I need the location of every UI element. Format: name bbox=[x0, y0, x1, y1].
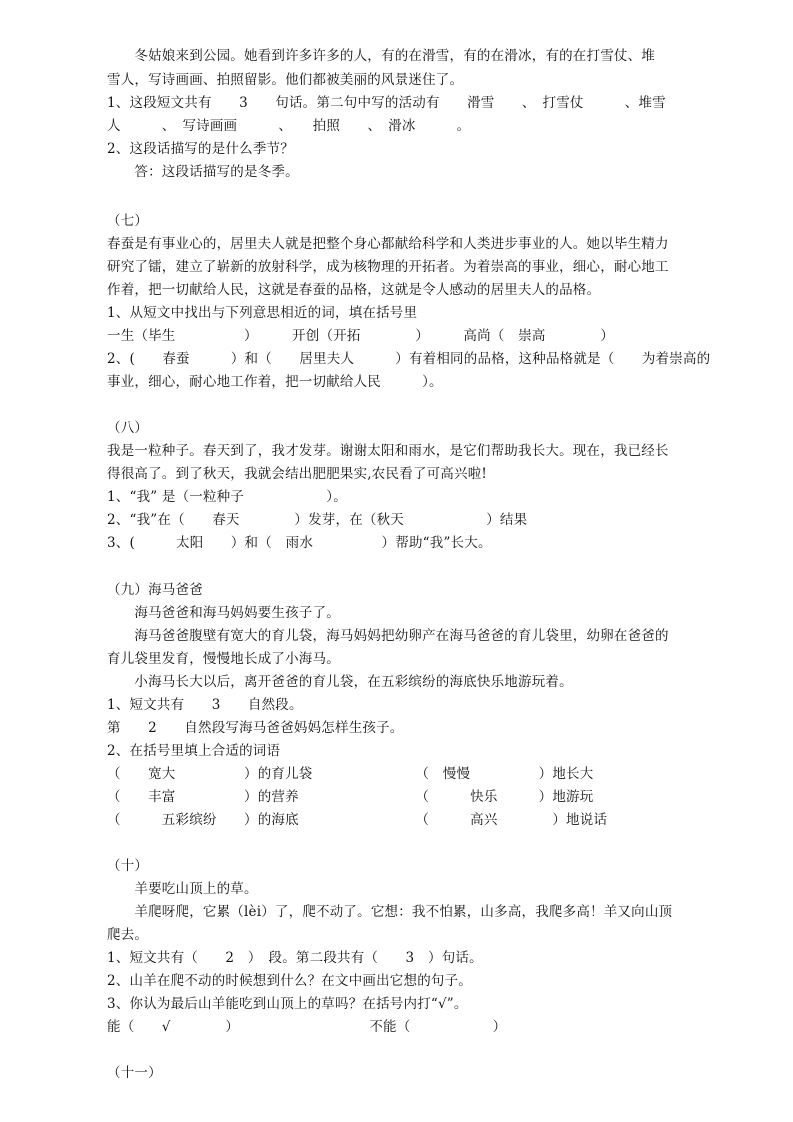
passage-line: 作着，把一切献给人民，这就是春蚕的品格，这就是令人感动的居里夫人的品格。 bbox=[107, 282, 601, 298]
question-line: 2、山羊在爬不动的时候想到什么？在文中画出它想的句子。 bbox=[107, 973, 472, 989]
answer-line: 答：这段话描写的是冬季。 bbox=[107, 164, 299, 180]
question-line: 2、( 春蚕 ）和（ 居里夫人 ）有着相同的品格，这种品格就是（ 为着崇高的 bbox=[107, 351, 711, 367]
question-line: 1、短文共有 3 自然段。 bbox=[107, 697, 303, 713]
question-line: 3、你认为最后山羊能吃到山顶上的草吗？在括号内打“√”。 bbox=[107, 996, 468, 1012]
question-line: 3、( 太阳 ）和（ 雨水 ）帮助“我”长大。 bbox=[107, 535, 492, 551]
section-heading-10: （十） bbox=[107, 858, 149, 874]
answer-line: 一生（毕生 ） 开创（开拓 ） 高尚（ 崇高 ） bbox=[107, 328, 615, 344]
answer-line: （ 宽大 ）的育儿袋 （ 慢慢 ）地长大 bbox=[107, 766, 594, 782]
passage-line: 海马爸爸和海马妈妈要生孩子了。 bbox=[107, 605, 340, 621]
passage-line: 我是一粒种子。春天到了，我才发芽。谢谢太阳和雨水，是它们帮助我长大。现在，我已经长 bbox=[107, 443, 669, 459]
passage-line: 爬去。 bbox=[107, 927, 149, 943]
passage-line: 海马爸爸腹壁有宽大的育儿袋，海马妈妈把幼卵产在海马爸爸的育儿袋里，幼卵在爸爸的 bbox=[107, 628, 669, 644]
question-line: 1、“我” 是（一粒种子 ）。 bbox=[107, 489, 347, 505]
passage-line: 春蚕是有事业心的，居里夫人就是把整个身心都献给科学和人类进步事业的人。她以毕生精力 bbox=[107, 236, 669, 252]
question-line: 事业，细心，耐心地工作着，把一切献给人民 ）。 bbox=[107, 374, 443, 390]
section-heading-9: （九）海马爸爸 bbox=[107, 582, 203, 598]
passage-line: 羊要吃山顶上的草。 bbox=[107, 881, 258, 897]
question-line: 第 2 自然段写海马爸爸妈妈怎样生孩子。 bbox=[107, 720, 404, 736]
passage-line: 育儿袋里发育，慢慢地长成了小海马。 bbox=[107, 651, 340, 667]
passage-line: 小海马长大以后，离开爸爸的育儿袋，在五彩缤纷的海底快乐地游玩着。 bbox=[107, 674, 573, 690]
question-line: 人 、 写诗画画 、 拍照 、 滑冰 。 bbox=[107, 118, 471, 134]
question-line: 1、短文共有（ 2 ） 段。第二段共有（ 3 ）句话。 bbox=[107, 950, 483, 966]
question-line: 2、在括号里填上合适的词语 bbox=[107, 743, 281, 759]
question-line: 2、这段话描写的是什么季节？ bbox=[107, 141, 294, 157]
section-heading-11: （十一） bbox=[107, 1065, 162, 1081]
question-line: 2、“我”在（ 春天 ）发芽，在（秋天 ）结果 bbox=[107, 512, 528, 528]
section-heading-8: （八） bbox=[107, 420, 149, 436]
passage-line: 得很高了。到了秋天，我就会结出肥肥果实,农民看了可高兴啦! bbox=[107, 466, 488, 482]
answer-line: （ 丰富 ）的营养 （ 快乐 ）地游玩 bbox=[107, 789, 594, 805]
passage-line: 羊爬呀爬，它累（lèi）了，爬不动了。它想：我不怕累，山多高，我爬多高！羊又向山顶 bbox=[107, 904, 673, 920]
question-line: 1、从短文中找出与下列意思相近的词，填在括号里 bbox=[107, 305, 418, 321]
question-line: 1、这段短文共有 3 句话。第二句中写的活动有 滑雪 、 打雪仗 、堆雪 bbox=[107, 95, 666, 111]
passage-line: 研究了镭，建立了崭新的放射科学，成为核物理的开拓者。为着崇高的事业，细心，耐心地工 bbox=[107, 259, 669, 275]
answer-line: 能（ √ ） 不能（ ） bbox=[107, 1019, 507, 1035]
answer-line: （ 五彩缤纷 ）的海底 （ 高兴 ）地说话 bbox=[107, 812, 608, 828]
section-heading-7: （七） bbox=[107, 213, 149, 229]
passage-winter-line-2: 雪人，写诗画画、拍照留影。他们都被美丽的风景迷住了。 bbox=[107, 72, 464, 88]
passage-winter-line-1: 冬姑娘来到公园。她看到许多许多的人，有的在滑雪，有的在滑冰，有的在打雪仗、堆 bbox=[107, 48, 655, 64]
